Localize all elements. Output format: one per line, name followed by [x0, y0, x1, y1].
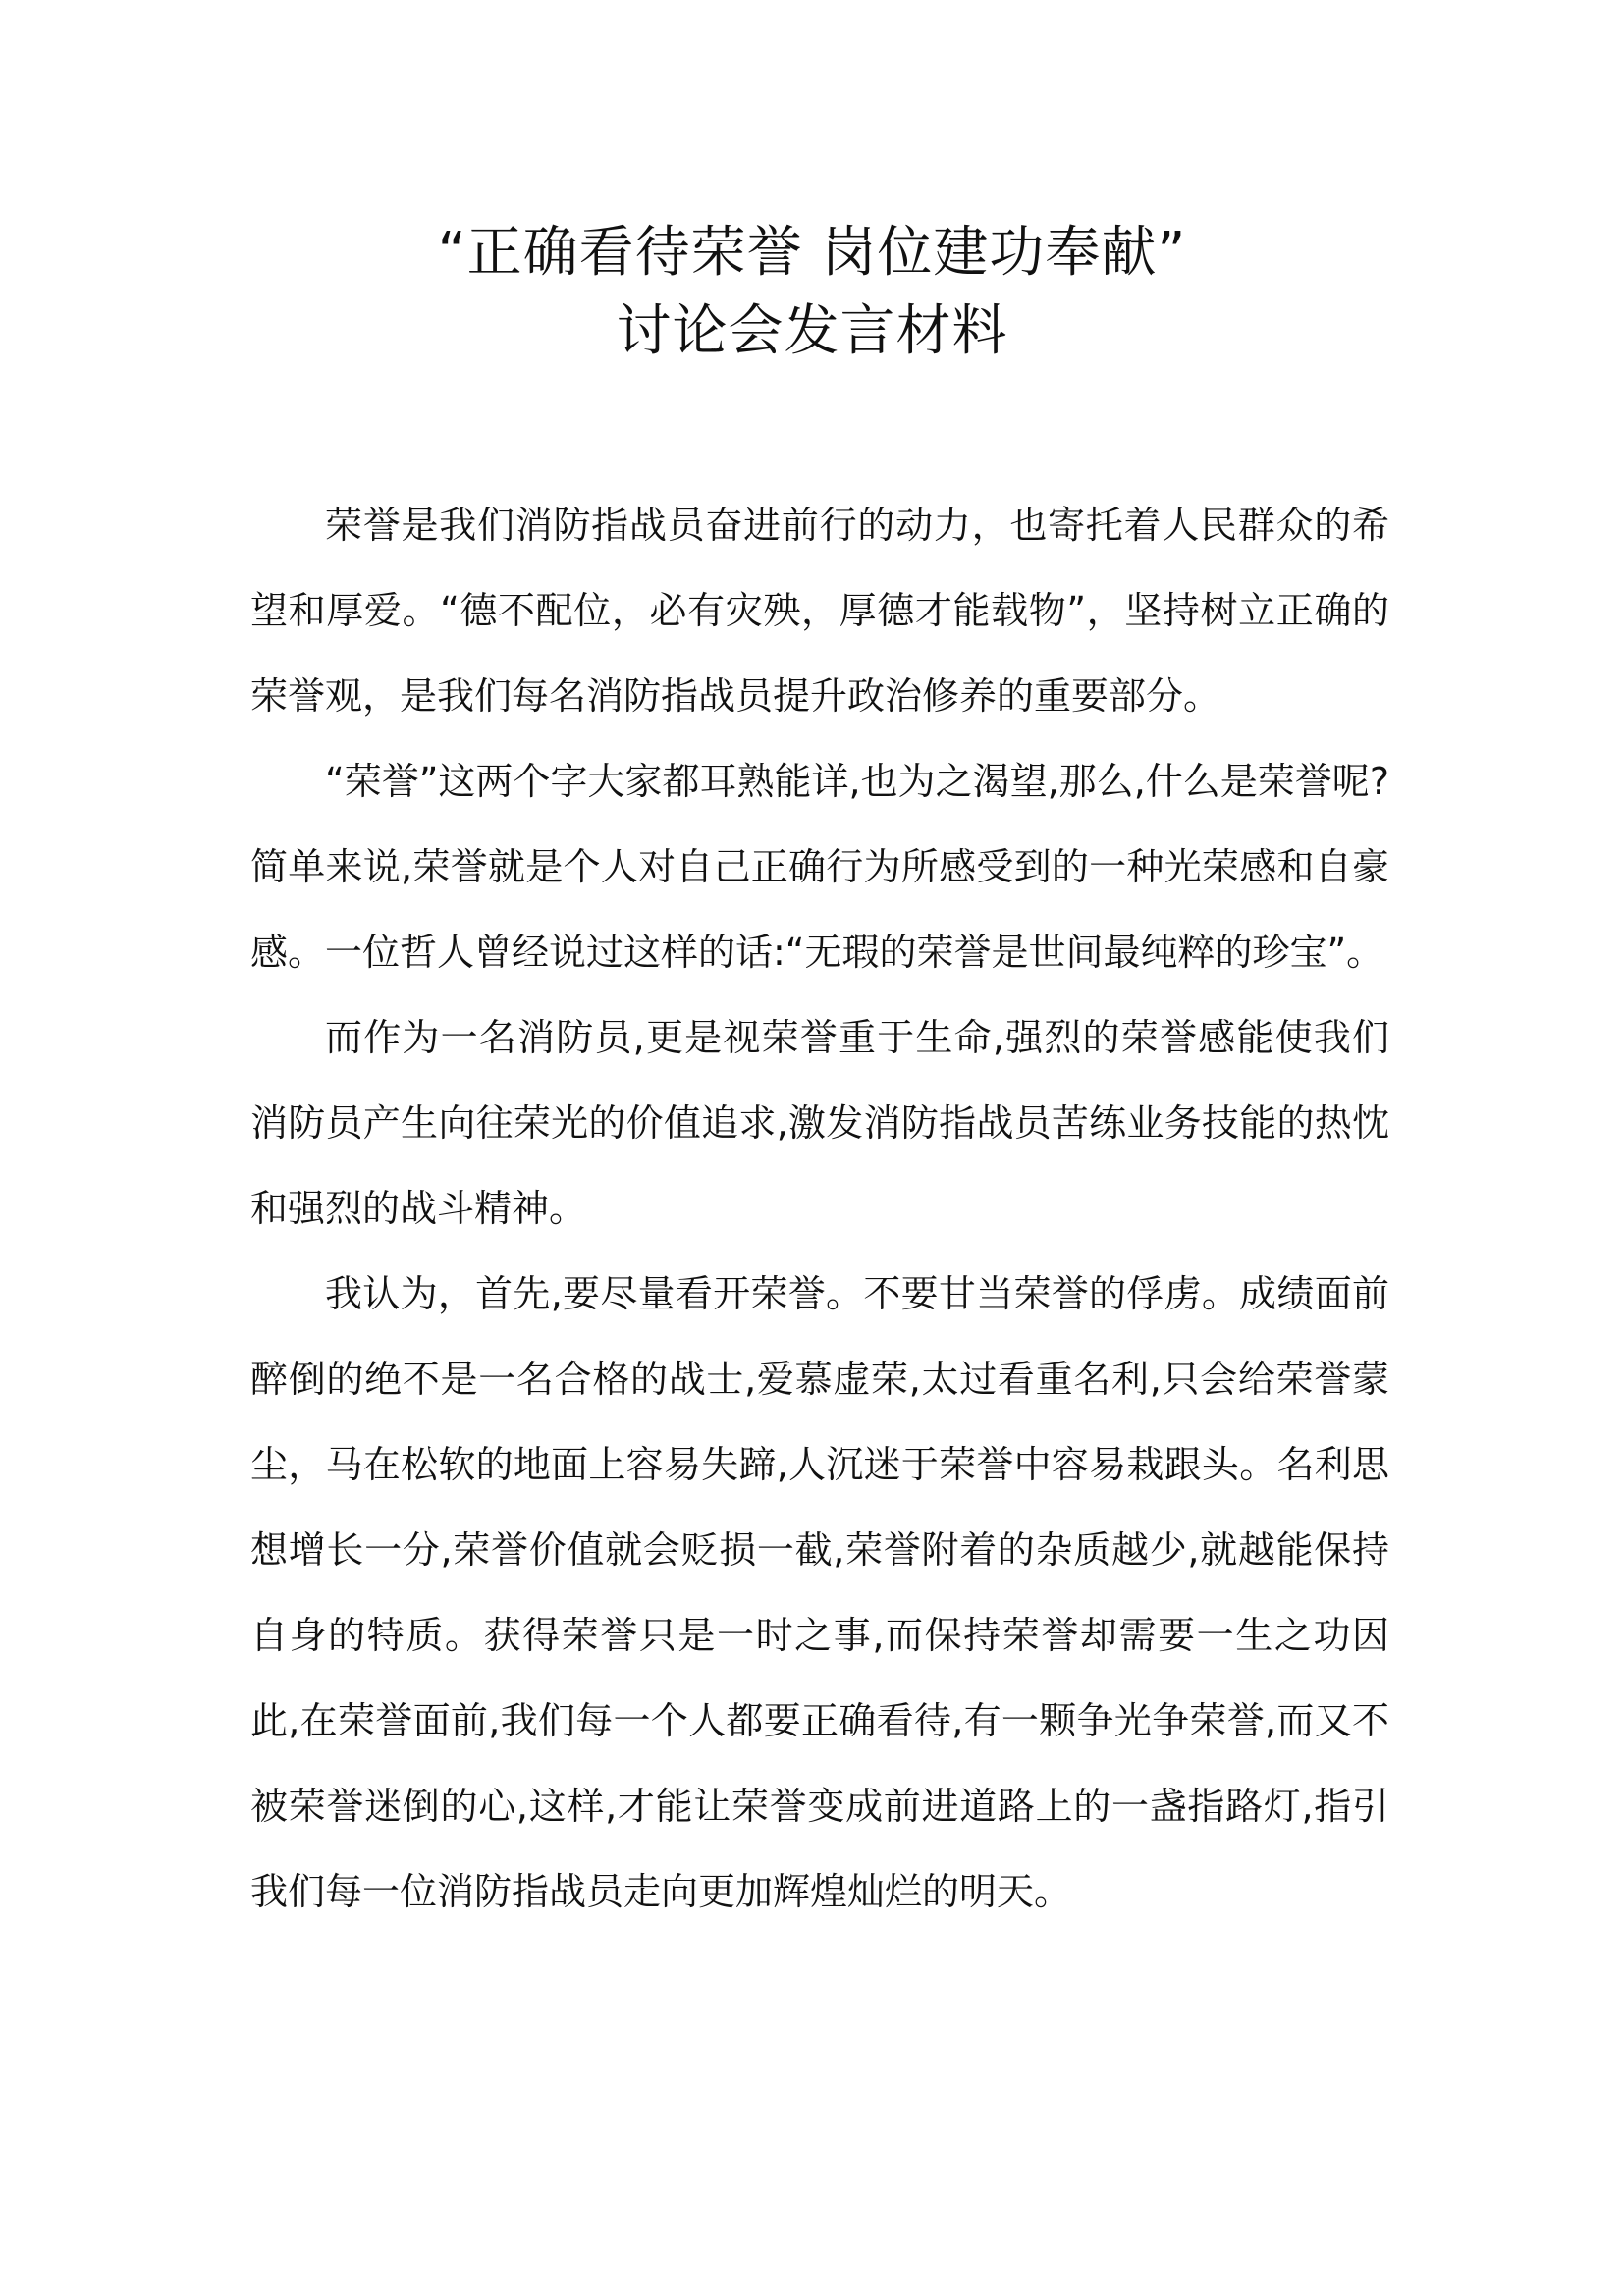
paragraph-3: 而作为一名消防员,更是视荣誉重于生命,强烈的荣誉感能使我们消防员产生向往荣光的价值追求,激发消防指战员苦练业务技能的热忱和强烈的战斗精神。	[250, 1016, 1389, 1230]
paragraph-1: 荣誉是我们消防指战员奋进前行的动力，也寄托着人民群众的希望和厚爱。“德不配位，必有灾殃，厚德才能载物”，坚持树立正确的荣誉观，是我们每名消防指战员提升政治修养的重要部分。	[250, 504, 1389, 718]
paragraph-4: 我认为，首先,要尽量看开荣誉。不要甘当荣誉的俘虏。成绩面前醉倒的绝不是一名合格的战士,爱慕虚荣,太过看重名利,只会给荣誉蒙尘，马在松软的地面上容易失蹄,人沉迷于荣誉中容易栽跟头。名利思想增长一分,荣誉价值就会贬损一截,荣誉附着的杂质越少,就越能保持自身的特质。获得荣誉只是一时之事,而保持荣誉却需要一生之功因此,在荣誉面前,我们每一个人都要正确看待,有一颗争光争荣誉,而又不被荣誉迷倒的心,这样,才能让荣誉变成前进道路上的一盏指路灯,指引我们每一位消防指战员走向更加辉煌灿烂的明天。	[250, 1272, 1389, 1913]
title-line-2: 讨论会发言材料	[616, 299, 1008, 363]
document-title	[0, 214, 1624, 371]
document-body	[250, 483, 1389, 1935]
title-line-1: “正确看待荣誉 岗位建功奉献”	[437, 221, 1187, 285]
paragraph-2: “荣誉”这两个字大家都耳熟能详,也为之渴望,那么,什么是荣誉呢?简单来说,荣誉就是个人对自己正确行为所感受到的一种光荣感和自豪感。一位哲人曾经说过这样的话:“无瑕的荣誉是世间最纯粹的珍宝”。	[250, 760, 1389, 974]
